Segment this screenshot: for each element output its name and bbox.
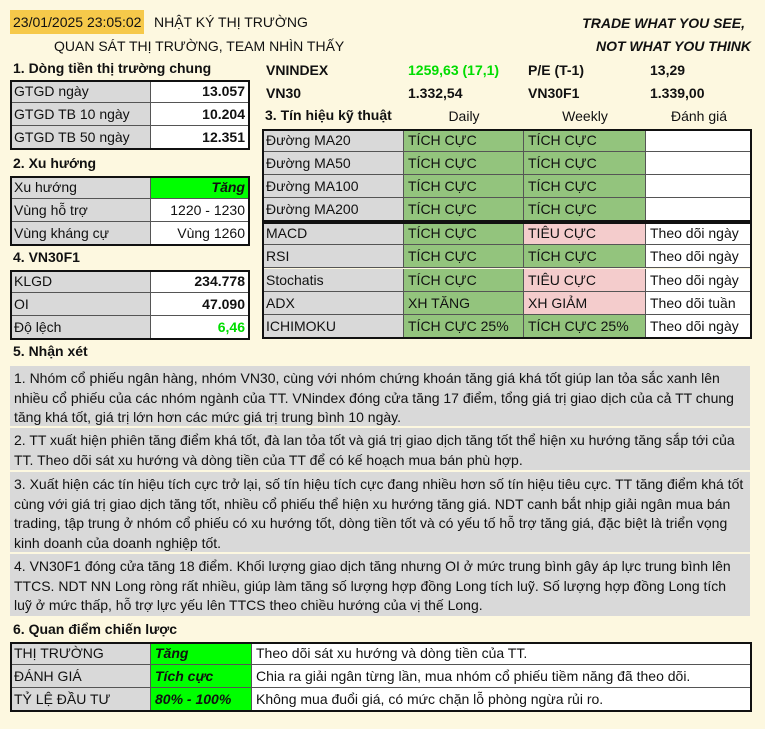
pe-label: P/E (T-1) — [528, 62, 585, 78]
signal-eval — [646, 175, 752, 198]
col-weekly-header: Weekly — [562, 108, 608, 124]
basis-label: Độ lệch — [10, 316, 151, 339]
cashflow-value: 13.057 — [151, 80, 250, 103]
signal-weekly: XH GIẢM — [524, 292, 646, 315]
vnindex-value: 1259,63 (17,1) — [408, 62, 500, 78]
signal-name: MACD — [262, 222, 404, 245]
signal-weekly: TIÊU CỰC — [524, 269, 646, 292]
signal-eval — [646, 152, 752, 175]
strategy-note: Không mua đuổi giá, có mức chặn lỗ phòng ngừa rủi ro. — [252, 688, 752, 711]
klgd-label: KLGD — [10, 270, 151, 293]
trend-label: Xu hướng — [10, 176, 151, 199]
signal-weekly: TÍCH CỰC — [524, 245, 646, 268]
oi-value: 47.090 — [151, 293, 250, 316]
signal-daily: TÍCH CỰC — [404, 152, 524, 175]
signal-daily: TÍCH CỰC — [404, 198, 524, 221]
signal-name: RSI — [262, 245, 404, 268]
signal-daily: XH TĂNG — [404, 292, 524, 315]
strategy-label: THỊ TRƯỜNG — [10, 642, 151, 665]
slogan-line-2: NOT WHAT YOU THINK — [595, 38, 751, 54]
strategy-note: Chia ra giải ngân từng lần, mua nhóm cổ phiếu tiềm năng đã theo dõi. — [252, 665, 752, 688]
strategy-value: Tích cực — [151, 665, 252, 688]
vn30-value: 1.332,54 — [408, 85, 463, 101]
basis-value: 6,46 — [151, 316, 250, 339]
cashflow-value: 10.204 — [151, 103, 250, 126]
oi-label: OI — [10, 293, 151, 316]
report-timestamp: 23/01/2025 23:05:02 — [10, 10, 144, 34]
comment-note: 2. TT xuất hiện phiên tăng điểm khá tốt, đà lan tỏa tốt và giá trị giao dịch tăng tốt thể hiện xu hướng tăng sắp tới của TT. Theo dõi sát xu hướng và dòng tiền của TT để có kế hoạch mua bán phù hợp. — [10, 428, 750, 470]
resistance-label: Vùng kháng cự — [10, 222, 151, 245]
col-daily-header: Daily — [448, 108, 480, 124]
section-2-title: 2. Xu hướng — [13, 155, 97, 171]
signal-name: Stochatis — [262, 269, 404, 292]
slogan-line-1: TRADE WHAT YOU SEE, — [582, 15, 745, 31]
report-title: NHẬT KÝ THỊ TRƯỜNG — [154, 14, 308, 30]
signal-name: Đường MA20 — [262, 129, 404, 152]
support-label: Vùng hỗ trợ — [10, 199, 151, 222]
section-6-title: 6. Quan điểm chiến lược — [13, 621, 178, 637]
signal-eval: Theo dõi ngày — [646, 245, 752, 268]
strategy-note: Theo dõi sát xu hướng và dòng tiền của TT. — [252, 642, 752, 665]
signal-eval: Theo dõi ngày — [646, 269, 752, 292]
signal-weekly: TÍCH CỰC — [524, 152, 646, 175]
cashflow-value: 12.351 — [151, 126, 250, 149]
signal-daily: TÍCH CỰC — [404, 245, 524, 268]
cashflow-label: GTGD ngày — [10, 80, 151, 103]
comment-note: 3. Xuất hiện các tín hiệu tích cực trở lại, số tín hiệu tích cực đang nhiều hơn số tín hiệu tiêu cực. TT tăng điểm khá tốt cùng với giá trị giao dịch tăng tốt, nhiều cổ phiếu thể hiện xu hướng tăng giá. NDT canh bắt nhịp giải ngân mua bán trading, tập trung ở nhóm cổ phiếu có xu hướng tốt, dòng tiền tốt và có yếu tố hỗ trợ tăng giá, đặc biệt là triển vọng kinh doanh của doanh nghiệp tốt. — [10, 472, 750, 552]
strategy-value: 80% - 100% — [151, 688, 252, 711]
signal-name: ADX — [262, 292, 404, 315]
signal-eval — [646, 129, 752, 152]
signal-daily: TÍCH CỰC — [404, 269, 524, 292]
section-4-title: 4. VN30F1 — [13, 249, 80, 265]
strategy-value: Tăng — [151, 642, 252, 665]
trend-value: Tăng — [151, 176, 250, 199]
signal-name: Đường MA100 — [262, 175, 404, 198]
klgd-value: 234.778 — [151, 270, 250, 293]
vnindex-label: VNINDEX — [266, 62, 329, 78]
section-5-title: 5. Nhận xét — [13, 343, 88, 359]
section-1-title: 1. Dòng tiền thị trường chung — [13, 60, 212, 76]
comment-note: 4. VN30F1 đóng cửa tăng 18 điểm. Khối lượng giao dịch tăng nhưng OI ở mức trung bình gây áp lực trung bình lên TTCS. NDT NN Long ròng rất nhiều, giúp làm tăng số lượng hợp đồng Long tích luỹ. Số lượng hợp đồng Long tích luỹ ở mức thấp, hỗ trợ lực yếu lên TTCS theo chiều hướng của vị thế Long. — [10, 554, 750, 616]
vn30-label: VN30 — [266, 85, 302, 101]
report-subtitle: QUAN SÁT THỊ TRƯỜNG, TEAM NHÌN THẤY — [54, 38, 345, 54]
col-eval-header: Đánh giá — [670, 108, 728, 124]
signal-weekly: TIÊU CỰC — [524, 222, 646, 245]
signal-name: Đường MA50 — [262, 152, 404, 175]
signal-eval: Theo dõi ngày — [646, 222, 752, 245]
signal-eval: Theo dõi tuần — [646, 292, 752, 315]
signal-weekly: TÍCH CỰC — [524, 198, 646, 221]
signal-name: Đường MA200 — [262, 198, 404, 221]
strategy-label: TỶ LỆ ĐẦU TƯ — [10, 688, 151, 711]
signal-daily: TÍCH CỰC — [404, 175, 524, 198]
vn30f1-label: VN30F1 — [528, 85, 580, 101]
vn30f1-value: 1.339,00 — [650, 85, 705, 101]
cashflow-label: GTGD TB 50 ngày — [10, 126, 151, 149]
comment-note: 1. Nhóm cổ phiếu ngân hàng, nhóm VN30, cùng với nhóm chứng khoán tăng giá khá tốt giúp lan tỏa sắc xanh lên nhiều cổ phiếu của các nhóm ngành của TT. VNindex đóng cửa tăng 17 điểm, tổng giá trị giao dịch của cả TT chung tăng khá tốt, giá trị lớn hơn các mức giá trị trung bình 10 ngày. — [10, 366, 750, 426]
support-value: 1220 - 1230 — [151, 199, 250, 222]
section-3-title: 3. Tín hiệu kỹ thuật — [265, 107, 392, 123]
cashflow-label: GTGD TB 10 ngày — [10, 103, 151, 126]
signal-weekly: TÍCH CỰC 25% — [524, 315, 646, 338]
signal-daily: TÍCH CỰC 25% — [404, 315, 524, 338]
signal-eval: Theo dõi ngày — [646, 315, 752, 338]
signal-weekly: TÍCH CỰC — [524, 175, 646, 198]
strategy-label: ĐÁNH GIÁ — [10, 665, 151, 688]
signal-daily: TÍCH CỰC — [404, 222, 524, 245]
signal-daily: TÍCH CỰC — [404, 129, 524, 152]
pe-value: 13,29 — [650, 62, 686, 78]
resistance-value: Vùng 1260 — [151, 222, 250, 245]
signal-weekly: TÍCH CỰC — [524, 129, 646, 152]
signal-name: ICHIMOKU — [262, 315, 404, 338]
signal-eval — [646, 198, 752, 221]
